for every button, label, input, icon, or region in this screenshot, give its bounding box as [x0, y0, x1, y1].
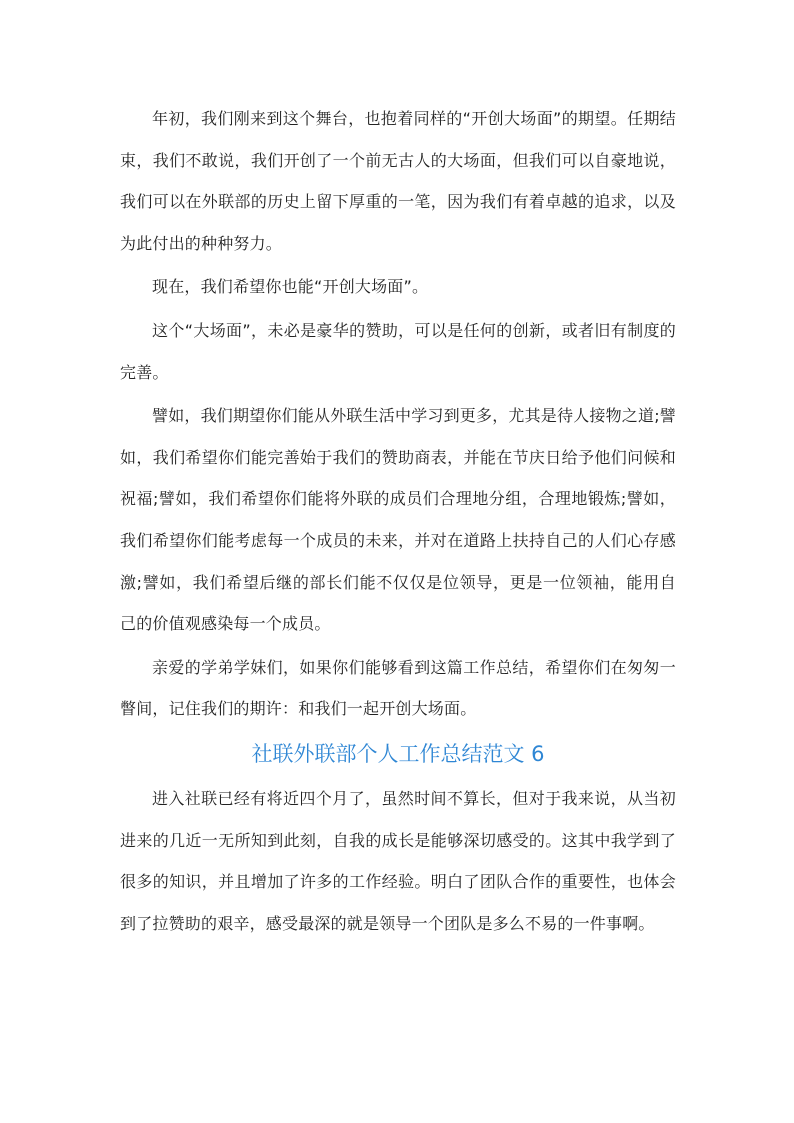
paragraph-6: 进入社联已经有将近四个月了，虽然时间不算长，但对于我来说，从当初进来的几近一无所知到此刻，自我的成长是能够深切感受的。这其中我学到了很多的知识，并且增加了许多的工作经验。明白了团队合作的重要性，也体会到了拉赞助的艰辛，感受最深的就是领导一个团队是多么不易的一件事啊。	[120, 788, 676, 933]
paragraph-5: 亲爱的学弟学妹们，如果你们能够看到这篇工作总结，希望你们在匆匆一瞥间，记住我们的期许：和我们一起开创大场面。	[120, 657, 676, 719]
document-body	[120, 98, 676, 946]
paragraph-3: 这个“大场面”，未必是豪华的赞助，可以是任何的创新，或者旧有制度的完善。	[120, 320, 676, 382]
paragraph-2: 现在，我们希望你也能“开创大场面”。	[152, 277, 429, 297]
paragraph-1: 年初，我们刚来到这个舞台，也抱着同样的“开创大场面”的期望。任期结束，我们不敢说，我们开创了一个前无古人的大场面，但我们可以自豪地说，我们可以在外联部的历史上留下厚重的一笔，因为我们有着卓越的追求，以及为此付出的种种努力。	[120, 109, 676, 253]
section-heading: 社联外联部个人工作总结范文 6	[251, 741, 545, 766]
paragraph-4: 譬如，我们期望你们能从外联生活中学习到更多，尤其是待人接物之道;譬如，我们希望你们能完善始于我们的赞助商表，并能在节庆日给予他们问候和祝福;譬如，我们希望你们能将外联的成员们合理地分组，合理地锻炼;譬如，我们希望你们能考虑每一个成员的未来，并对在道路上扶持自己的人们心存感激;譬如，我们希望后继的部长们能不仅仅是位领导，更是一位领袖，能用自己的价值观感染每一个成员。	[120, 406, 676, 634]
